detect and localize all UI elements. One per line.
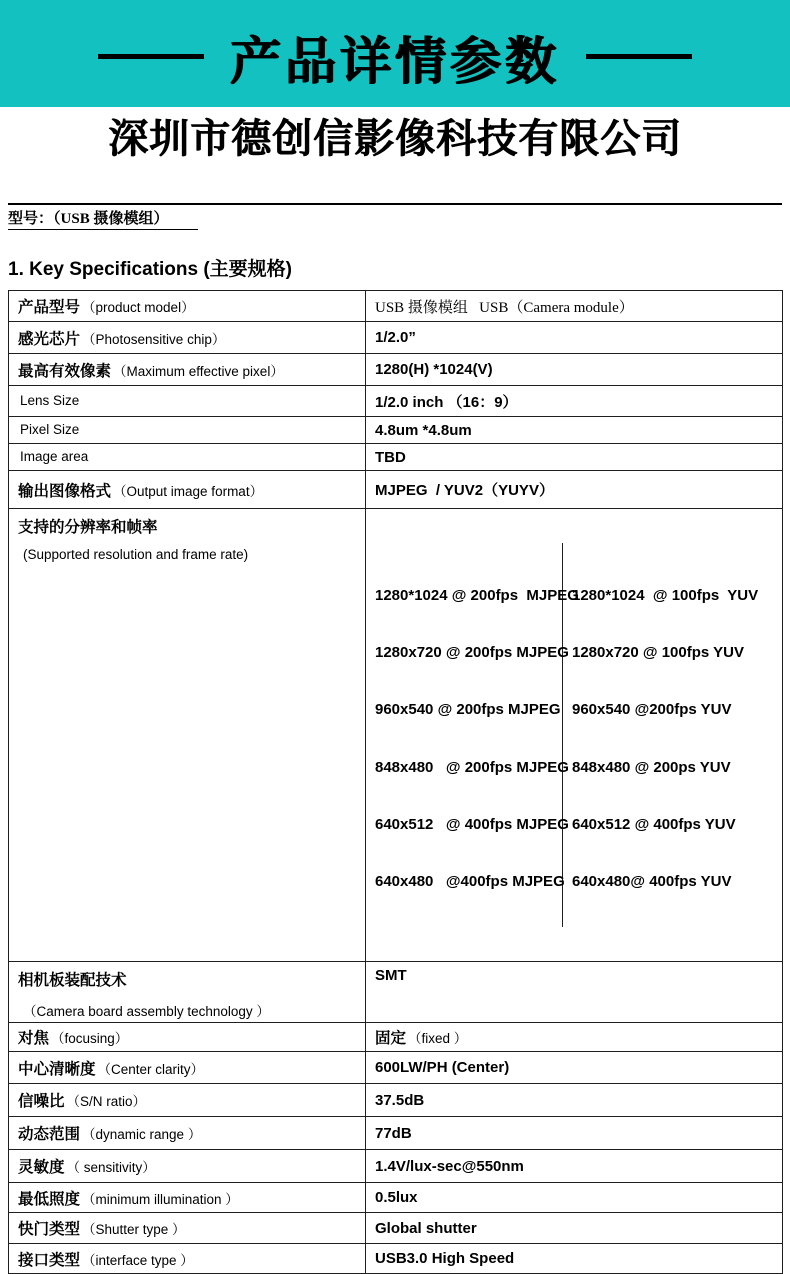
spec-label-zh: 相机板装配技术 (18, 972, 127, 990)
spec-label-zh: 支持的分辨率和帧率 (18, 519, 158, 536)
spec-value: 1/2.0 inch （16：9） (366, 386, 783, 417)
spec-label-zh: 输出图像格式 (18, 482, 112, 500)
spec-value: USB3.0 High Speed (366, 1244, 783, 1274)
spec-label-en: （ sensitivity） (66, 1160, 156, 1176)
spec-label-en: （minimum illumination ） (82, 1191, 239, 1207)
spec-value: TBD (366, 444, 783, 471)
spec-value: USB 摄像模组 USB（Camera module） (366, 291, 783, 322)
spec-label-en: （S/N ratio） (66, 1094, 147, 1110)
spec-label (9, 1052, 366, 1084)
spec-row-image-area (9, 444, 783, 471)
spec-label (9, 354, 366, 386)
spec-row-output-image-format (9, 471, 783, 509)
spec-label-zh: 信噪比 (18, 1093, 65, 1111)
spec-label-zh: 动态范围 (18, 1126, 81, 1144)
spec-label-zh: 感光芯片 (18, 330, 81, 348)
spec-label-en: （product model） (82, 300, 195, 315)
spec-value: 1/2.0” (366, 322, 783, 354)
spec-label (9, 444, 366, 471)
spec-label-en: （Center clarity） (97, 1061, 205, 1077)
spec-label-en: （interface type ） (82, 1252, 194, 1268)
spec-value: 1.4V/lux-sec@550nm (366, 1150, 783, 1183)
spec-label-zh: 接口类型 (18, 1251, 81, 1269)
spec-label (9, 1084, 366, 1117)
spec-label-en: Image area (20, 449, 89, 464)
spec-value: 4.8um *4.8um (366, 417, 783, 444)
spec-label (9, 1117, 366, 1150)
resolution-entry: 848x480 @ 200ps YUV (572, 758, 731, 776)
spec-value: Global shutter (366, 1213, 783, 1244)
spec-label (9, 1183, 366, 1213)
spec-label-zh: 产品型号 (18, 299, 81, 316)
spec-label (9, 509, 366, 962)
spec-row-product-model (9, 291, 783, 322)
spec-label-en: （focusing） (51, 1031, 129, 1047)
company-name: 深圳市德创信影像科技有限公司 (108, 117, 682, 161)
spec-row-board-assembly (9, 962, 783, 1023)
banner-right-line (586, 54, 692, 59)
spec-label-zh: 灵敏度 (18, 1159, 65, 1177)
model-row (8, 203, 782, 230)
spec-label-en: Pixel Size (20, 422, 80, 437)
spec-label-en: (Supported resolution and frame rate) (23, 547, 249, 562)
resolution-mjpeg-column (366, 543, 579, 927)
spec-row-center-clarity (9, 1052, 783, 1084)
spec-label (9, 291, 366, 322)
spec-label-en: （Shutter type ） (82, 1222, 186, 1238)
spec-row-photosensitive-chip (9, 322, 783, 354)
resolution-entry: 960x540 @ 200fps MJPEG (375, 701, 561, 719)
spec-label-en: （Camera board assembly technology ） (23, 1004, 270, 1020)
spec-label (9, 471, 366, 509)
model-field (8, 207, 198, 230)
resolution-entry: 1280x720 @ 200fps MJPEG (375, 644, 569, 662)
spec-row-minimum-illumination (9, 1183, 783, 1213)
spec-label (9, 1023, 366, 1052)
spec-row-sn-ratio (9, 1084, 783, 1117)
resolution-entry: 640x480@ 400fps YUV (572, 873, 732, 891)
spec-value: MJPEG / YUV2（YUYV） (366, 471, 783, 509)
spec-value: SMT (366, 962, 783, 1023)
resolution-entry: 1280x720 @ 100fps YUV (572, 644, 744, 662)
spec-label (9, 1213, 366, 1244)
spec-value: 0.5lux (366, 1183, 783, 1213)
spec-value-en: （fixed ） (408, 1031, 468, 1047)
spec-label-en: （Output image format） (113, 483, 264, 499)
resolution-entry: 1280*1024 @ 100fps YUV (572, 587, 759, 604)
spec-label (9, 962, 366, 1023)
resolution-entry: 640x512 @ 400fps YUV (572, 815, 736, 833)
spec-label-en: （Maximum effective pixel） (113, 363, 284, 379)
spec-row-dynamic-range (9, 1117, 783, 1150)
spec-row-interface-type (9, 1244, 783, 1274)
resolution-entry: 640x480 @400fps MJPEG (375, 873, 565, 891)
banner-title: 产品详情参数 (229, 32, 560, 90)
spec-label (9, 1244, 366, 1274)
spec-label (9, 417, 366, 444)
resolution-entry: 1280*1024 @ 200fps MJPEG (375, 587, 579, 604)
page-banner (0, 0, 790, 107)
spec-value: 77dB (366, 1117, 783, 1150)
spec-label-en: Lens Size (20, 393, 80, 408)
model-value: （USB 摄像模组） (53, 211, 169, 227)
spec-value: 600LW/PH (Center) (366, 1052, 783, 1084)
spec-value-zh: 固定 (375, 1030, 407, 1048)
resolution-entry: 640x512 @ 400fps MJPEG (375, 815, 569, 833)
spec-row-focusing (9, 1023, 783, 1052)
spec-label-zh: 最高有效像素 (18, 362, 112, 380)
spec-label-en: （Photosensitive chip） (82, 331, 226, 347)
spec-label (9, 1150, 366, 1183)
spec-row-lens-size (9, 386, 783, 417)
model-label: 型号： (8, 211, 54, 227)
section-title: 1. Key Specifications (主要规格) (8, 259, 293, 280)
resolution-entry: 848x480 @ 200fps MJPEG (375, 758, 569, 776)
spec-table (8, 290, 783, 1274)
resolution-columns (366, 543, 782, 927)
spec-label-en: （dynamic range ） (82, 1127, 202, 1143)
spec-row-shutter-type (9, 1213, 783, 1244)
resolution-yuv-column (563, 543, 782, 927)
spec-label (9, 386, 366, 417)
spec-row-pixel-size (9, 417, 783, 444)
resolution-entry: 960x540 @200fps YUV (572, 701, 732, 719)
spec-value (366, 509, 783, 962)
banner-left-line (98, 54, 204, 59)
spec-row-sensitivity (9, 1150, 783, 1183)
spec-value: 1280(H) *1024(V) (366, 354, 783, 386)
spec-label-zh: 最低照度 (18, 1190, 81, 1208)
spec-label-zh: 中心清晰度 (18, 1060, 96, 1078)
spec-value (366, 1023, 783, 1052)
spec-label-zh: 对焦 (18, 1030, 50, 1048)
spec-row-max-effective-pixel (9, 354, 783, 386)
spec-row-supported-resolution (9, 509, 783, 962)
spec-label (9, 322, 366, 354)
spec-label-zh: 快门类型 (18, 1221, 81, 1239)
spec-value: 37.5dB (366, 1084, 783, 1117)
